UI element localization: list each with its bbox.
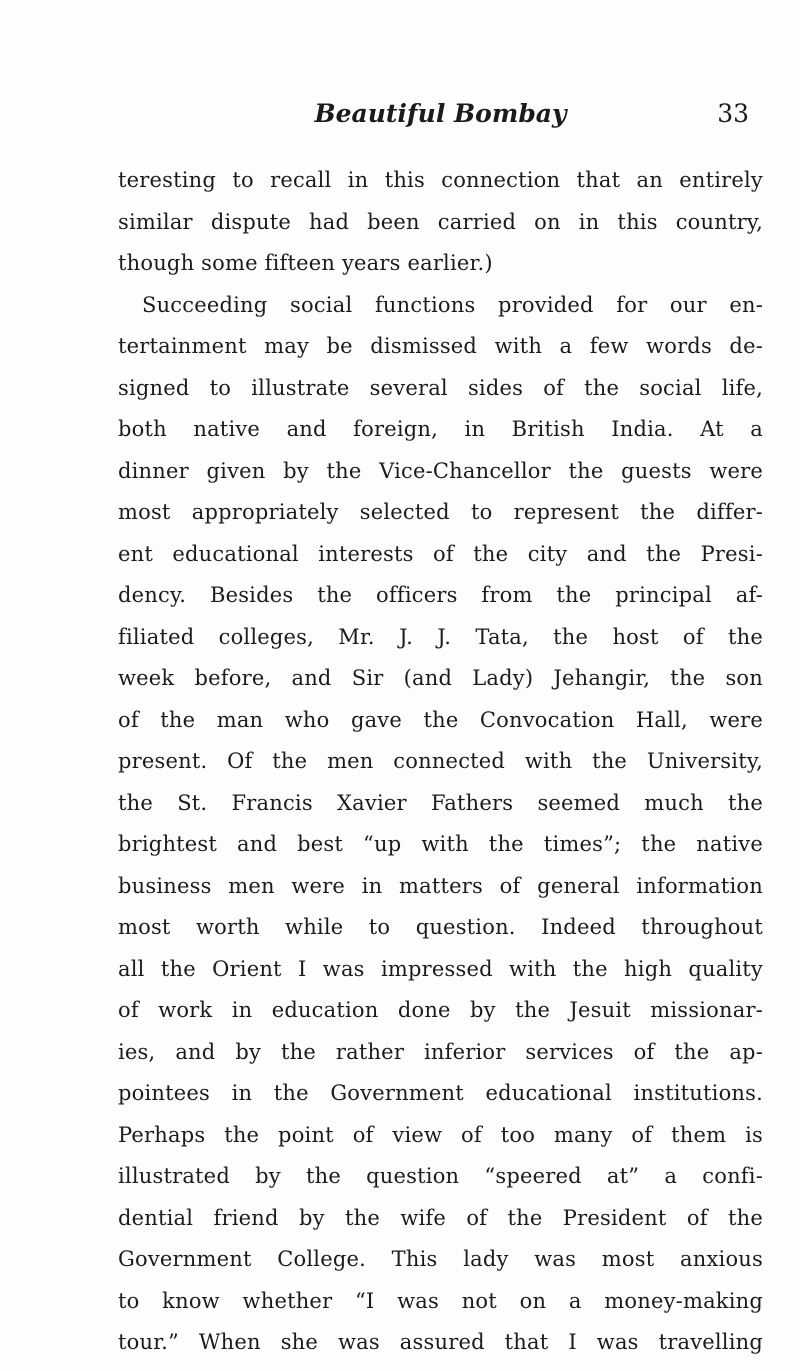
text-line: illustrated by the question “speered at” a confi-	[118, 1164, 763, 1188]
text-line: of the man who gave the Convocation Hall, were	[118, 707, 763, 732]
running-title: Beautiful Bombay	[314, 99, 567, 128]
text-line: Government College. This lady was most anxious	[118, 1247, 763, 1271]
text-line: ies, and by the rather inferior services of the ap-	[118, 1039, 763, 1064]
text-line: Perhaps the point of view of too many of them is	[118, 1122, 763, 1147]
text-line: brightest and best “up with the times”; the native	[118, 832, 763, 856]
text-line: filiated colleges, Mr. J. J. Tata, the host of the	[118, 624, 763, 649]
text-line: of work in education done by the Jesuit missionar-	[118, 998, 763, 1022]
text-line: all the Orient I was impressed with the high quality	[118, 956, 763, 981]
text-line: week before, and Sir (and Lady) Jehangir, the son	[118, 666, 763, 690]
text-line: teresting to recall in this connection that an entirely	[118, 168, 763, 192]
text-line: present. Of the men connected with the University,	[118, 749, 763, 773]
text-line: tour.” When she was assured that I was travelling	[118, 1330, 763, 1354]
text-line: dential friend by the wife of the President of the	[118, 1205, 763, 1230]
text-line: dency. Besides the officers from the principal af-	[118, 583, 763, 607]
text-line: dinner given by the Vice-Chancellor the guests were	[118, 458, 763, 483]
text-line: most worth while to question. Indeed throughout	[118, 915, 763, 939]
text-line: the St. Francis Xavier Fathers seemed much the	[118, 790, 763, 815]
body-text	[118, 160, 763, 1364]
page-number: 33	[717, 99, 749, 128]
text-line: to know whether “I was not on a money-making	[118, 1288, 763, 1313]
text-line: though some fifteen years earlier.)	[118, 251, 493, 275]
text-line: ent educational interests of the city and the Presi-	[118, 541, 763, 566]
text-line: similar dispute had been carried on in this country,	[118, 209, 763, 234]
text-line: signed to illustrate several sides of the social life,	[118, 375, 763, 400]
text-line: both native and foreign, in British India. At a	[118, 417, 763, 441]
running-head	[118, 94, 763, 134]
text-line: tertainment may be dismissed with a few words de-	[118, 334, 763, 358]
text-line: business men were in matters of general information	[118, 873, 763, 898]
text-line: pointees in the Government educational institutions.	[118, 1081, 763, 1105]
paragraph-first-line: Succeeding social functions provided for our en-	[142, 292, 763, 317]
text-line: most appropriately selected to represent the differ-	[118, 500, 763, 524]
